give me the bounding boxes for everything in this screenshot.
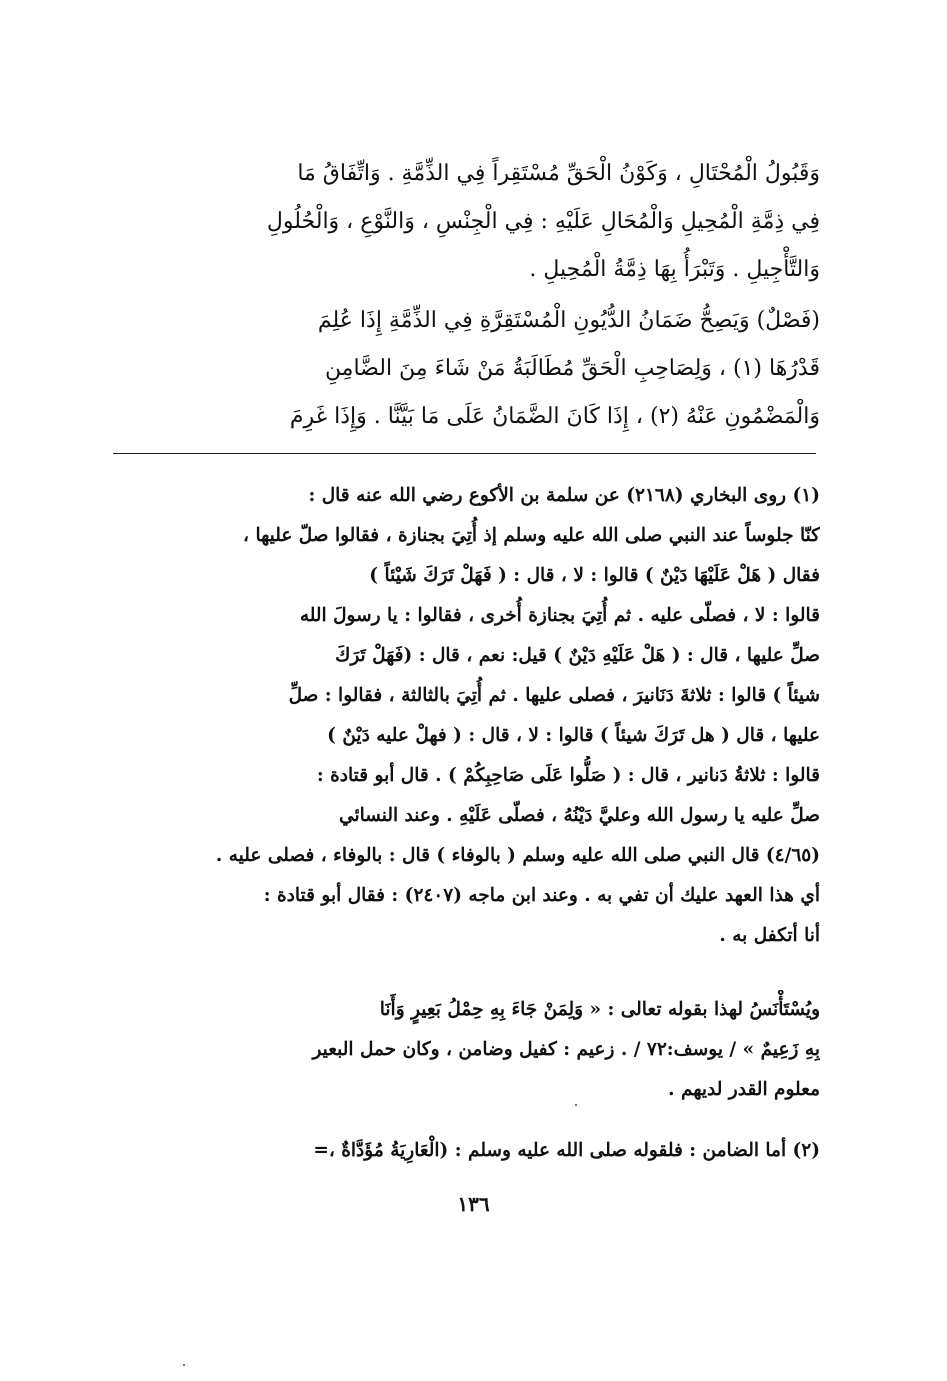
main-text-block-1 [100, 150, 820, 294]
footnote-divider [113, 453, 816, 454]
footnote-line: عليها ، قال ( هل تَرَكَ شيئاً ) قالوا : لا ، قال : ( فهلْ عليه دَيْنٌ ) [327, 725, 820, 746]
text-line: وَقَبُولُ الْمُحْتَالِ ، وَكَوْنُ الْحَقِّ مُسْتَقِراً فِي الذِّمَّةِ . وَاتِّفَاقُ مَا [297, 161, 820, 186]
footnote-line: أي هذا العهد عليك أن تفي به . وعند ابن ماجه (٢٤٠٧) : فقال أبو قتادة : [263, 885, 820, 906]
footnote-line: قالوا : ثلاثةُ دَنانير ، قال : ( صَلُّوا عَلَى صَاحِبِكُمْ ) . قال أبو قتادة : [316, 765, 820, 786]
scan-speck [183, 1364, 185, 1366]
footnote-line: بِهِ زَعِيمٌ » / يوسف:٧٢ / . زعيم : كفيل وضامن ، وكان حمل البعير [312, 1039, 820, 1060]
footnote-line: معلوم القدر لديهم . [668, 1079, 820, 1100]
footnote-line: (٤/٦٥) قال النبي صلى الله عليه وسلم ( بالوفاء ) قال : بالوفاء ، فصلى عليه . [215, 845, 820, 866]
footnote-line: شيئاً ) قالوا : ثلاثةَ دَنَانيرَ ، فصلى عليها . ثم أُتِيَ بالثالثة ، فقالوا : صلِّ [288, 685, 820, 706]
footnote-line: كنّا جلوساً عند النبي صلى الله عليه وسلم إذ أُتِيَ بجنازة ، فقالوا صلّ عليها ، [243, 525, 820, 546]
footnote-1 [100, 476, 820, 956]
text-line: وَالتَّأْجِيلِ . وَتَبْرَأُ بِهَا ذِمَّةُ الْمُحِيلِ . [529, 257, 820, 282]
text-line: قَدْرُهَا (١) ، وَلِصَاحِبِ الْحَقِّ مُطَالَبَةُ مَنْ شَاءَ مِنَ الضَّامِنِ [324, 356, 820, 381]
footnote-line: صلِّ عليه يا رسول الله وعليَّ دَيْنُهُ ، فصلّى عَلَيْهِ . وعند النسائي [339, 805, 820, 826]
footnote-line: فقال ( هَلْ عَلَيْهَا دَيْنٌ ) قالوا : لا ، قال : ( فَهَلْ تَرَكَ شَيْئاً ) [369, 565, 820, 586]
footnote-2 [100, 1131, 820, 1171]
text-line: وَالْمَضْمُونِ عَنْهُ (٢) ، إِذَا كَانَ الضَّمَانُ عَلَى مَا بَيَّنَّا . وَإِذَا غَرِمَ [289, 404, 820, 429]
page-number: ١٣٦ [457, 1192, 490, 1216]
footnote-line: قالوا : لا ، فصلّى عليه . ثم أُتِيَ بجنازة أُخرى ، فقالوا : يا رسولَ الله [299, 605, 820, 626]
footnote-line: (١) روى البخاري (٢١٦٨) عن سلمة بن الأكوع رضي الله عنه قال : [308, 485, 820, 506]
text-line: (فَصْلٌ) وَيَصِحُّ ضَمَانُ الدُّيُونِ الْمُسْتَقِرَّةِ فِي الذِّمَّةِ إِذَا عُلِمَ [317, 308, 820, 333]
footnote-line: ويُسْتَأْنَسُ لهذا بقوله تعالى : « وَلِمَنْ جَاءَ بِهِ حِمْلُ بَعِيرٍ وَأَنَا [379, 999, 820, 1020]
main-text-block-2 [100, 297, 820, 441]
footnote-1-continuation [100, 990, 820, 1110]
footnote-line: صلِّ عليها ، قال : ( هَلْ عَلَيْهِ دَيْنٌ ) قيل: نعم ، قال : (فَهَلْ تَرَكَ [335, 645, 820, 666]
scan-speck [575, 1104, 577, 1106]
footnote-line: (٢) أما الضامن : فلقوله صلى الله عليه وسلم : (الْعَارِيَةُ مُؤَدَّاةٌ ،= [313, 1140, 820, 1161]
footnote-line: أنا أتكفل به . [719, 925, 820, 946]
text-line: فِي ذِمَّةِ الْمُحِيلِ وَالْمُحَالِ عَلَيْهِ : فِي الْجِنْسِ ، وَالنَّوْعِ ، وَالْحُلُولِ [266, 209, 820, 234]
